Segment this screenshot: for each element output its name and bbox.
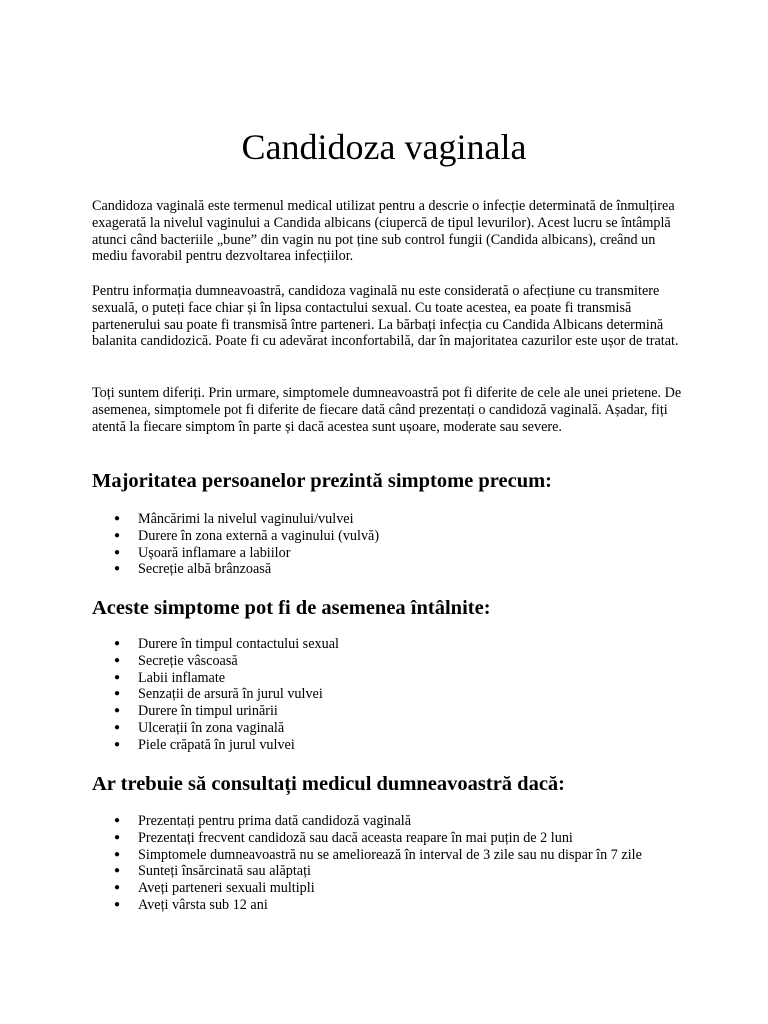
- list-item: ● Durere în timpul contactului sexual: [114, 636, 339, 652]
- bullet-icon: ●: [114, 563, 121, 575]
- list-item: ● Simptomele dumneavoastră nu se ameliorează în interval de 3 zile sau nu dispar în 7 zile: [114, 846, 642, 863]
- bullet-icon: ●: [114, 865, 121, 877]
- list-item: ● Aveți parteneri sexuali multipli: [114, 880, 315, 897]
- list-item: ● Labii inflamate: [114, 669, 226, 686]
- bullet-icon: ●: [114, 898, 121, 910]
- intro-paragraph: Candidoza vaginală este termenul medical utilizat pentru a descrie o infecție determinată de înmulțirea exagerată la nivelul vaginului a Candida albicans (ciupercă de tipul levurilor). Acest lucru se întâmplă atunci când bacteriile „bune” din vagin nu pot ține sub control fungii (Candida albicans), creând un mediu favorabil pentru dezvoltarea infecțiilor.: [92, 198, 675, 265]
- bullet-icon: ●: [114, 638, 121, 649]
- bullet-icon: ●: [114, 654, 121, 666]
- bullet-icon: ●: [114, 848, 121, 860]
- bullet-icon: ●: [114, 688, 121, 700]
- bullet-icon: ●: [114, 671, 121, 683]
- bullet-icon: ●: [114, 831, 121, 843]
- list-item: ● Senzații de arsură în jurul vulvei: [114, 686, 323, 703]
- bullet-icon: ●: [114, 705, 121, 717]
- common-symptoms-list: [92, 511, 692, 578]
- bullet-icon: ●: [114, 721, 121, 733]
- bullet-icon: ●: [114, 513, 121, 524]
- list-item: ● Durere în zona externă a vaginului (vulvă): [114, 527, 380, 544]
- bullet-icon: ●: [114, 738, 121, 750]
- list-item: ● Prezentați pentru prima dată candidoză vaginală: [114, 813, 411, 829]
- list-item: ● Secreție vâscoasă: [114, 652, 238, 669]
- list-item: ● Durere în timpul urinării: [114, 703, 278, 720]
- consult-doctor-list: [92, 813, 692, 914]
- list-item: ● Aveți vârsta sub 12 ani: [114, 896, 268, 913]
- section-heading-other-symptoms: Aceste simptome pot fi de asemenea întâlnite:: [92, 597, 491, 619]
- bullet-icon: ●: [114, 882, 121, 894]
- list-item: ● Ușoară inflamare a labiilor: [114, 544, 291, 561]
- section-heading-consult-doctor: Ar trebuie să consultați medicul dumneavoastră dacă:: [92, 773, 566, 795]
- list-item: ● Secreție albă brânzoasă: [114, 561, 272, 578]
- symptoms-paragraph: Toți suntem diferiți. Prin urmare, simptomele dumneavoastră pot fi diferite de cele ale unei prietene. De asemenea, simptomele pot fi diferite de fiecare dată când prezentați o candidoză vaginală. Așadar, fiți atentă la fiecare simptom în parte și dacă acestea sunt ușoare, moderate sau severe.: [92, 385, 682, 435]
- list-item: ● Sunteți însărcinată sau alăptați: [114, 863, 311, 880]
- bullet-icon: ●: [114, 546, 121, 558]
- list-item: ● Piele crăpată în jurul vulvei: [114, 736, 295, 753]
- bullet-icon: ●: [114, 529, 121, 541]
- list-item: ● Ulcerații în zona vaginală: [114, 719, 285, 736]
- page-title: Candidoza vaginala: [241, 127, 527, 167]
- transmission-paragraph: Pentru informația dumneavoastră, candidoza vaginală nu este considerată o afecțiune cu transmitere sexuală, o puteți face chiar și în lipsa contactului sexual. Cu toate acestea, ea poate fi transmisă partenerului sau poate fi transmisă între parteneri. La bărbați infecția cu Candida Albicans determină balanita candidozică. Poate fi cu adevărat inconfortabilă, dar în majoritatea cazurilor este ușor de tratat.: [92, 283, 679, 350]
- section-heading-common-symptoms: Majoritatea persoanelor prezintă simptome precum:: [92, 470, 553, 492]
- bullet-icon: ●: [114, 815, 121, 826]
- other-symptoms-list: [92, 636, 692, 754]
- list-item: ● Mâncărimi la nivelul vaginului/vulvei: [114, 511, 354, 527]
- list-item: ● Prezentați frecvent candidoză sau dacă aceasta reapare în mai puțin de 2 luni: [114, 829, 573, 846]
